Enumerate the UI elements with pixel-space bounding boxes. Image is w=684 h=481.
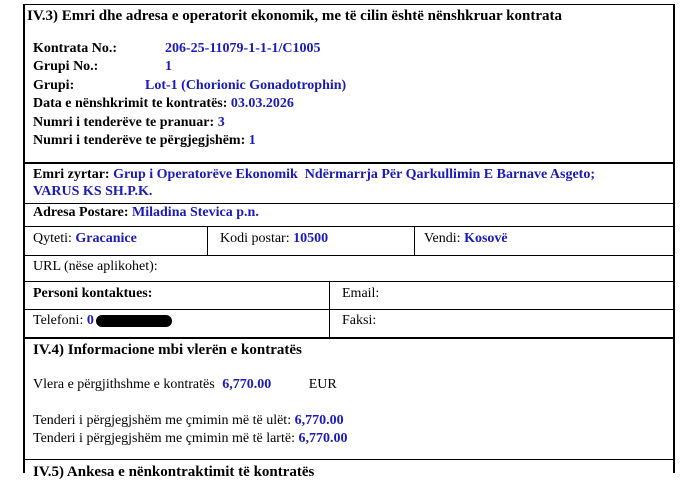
fax-label: Faksi: [342, 313, 377, 328]
group-no-label: Grupi No.: [33, 59, 99, 74]
postal-code-value: 10500 [293, 231, 329, 246]
postal-code-label: Kodi postar: [220, 231, 290, 246]
sign-date-value: 03.03.2026 [230, 96, 294, 111]
frame-right-border [673, 4, 675, 473]
lowest-price-value: 6,770.00 [294, 413, 344, 428]
section-iv3-title: IV.3) Emri dhe adresa e operatorit ekonomik, me të cilin është nënshkruar kontrata [27, 8, 562, 24]
section-iv5-title-partial: IV.5) Ankesa e nënkontraktimit të kontratës [33, 464, 315, 480]
rule-before-section4 [23, 337, 675, 339]
url-label: URL (nëse aplikohet): [33, 259, 158, 274]
divider-city-postal [207, 226, 208, 255]
highest-price-label: Tenderi i përgjegjshëm me çmimin më të lartë: [33, 431, 295, 446]
country-cell [424, 231, 508, 247]
currency-label: EUR [308, 377, 337, 392]
contact-person-cell [33, 286, 152, 302]
contract-no-value: 206-25-11079-1-1-1/C1005 [165, 41, 321, 56]
highest-price-row [33, 431, 347, 447]
group-no-value: 1 [165, 59, 172, 74]
postal-address-label: Adresa Postare: [33, 205, 129, 220]
group-no-row [33, 59, 172, 75]
rule-after-address [23, 226, 675, 227]
city-value: Gracanice [75, 231, 137, 246]
city-cell [33, 231, 137, 247]
phone-cell [33, 313, 172, 329]
official-name-value: Grup i Operatorëve Ekonomik Ndërmarrja Për Qarkullimin E Barnave Asgeto; [113, 167, 595, 182]
official-name-label: Emri zyrtar: [33, 167, 110, 182]
official-name-value-line2: VARUS KS SH.P.K. [33, 184, 153, 199]
section-iv4-title: IV.4) Informacione mbi vlerën e kontratës [33, 342, 302, 358]
country-value: Kosovë [464, 231, 508, 246]
rule-after-city [23, 255, 675, 256]
highest-price-value: 6,770.00 [298, 431, 348, 446]
frame-top-border [23, 4, 675, 5]
lowest-price-row [33, 413, 344, 429]
divider-contact-email [329, 281, 330, 337]
group-label: Grupi: [33, 78, 75, 93]
redacted-phone-mark [96, 315, 172, 327]
postal-code-cell [220, 231, 328, 247]
postal-address-row [33, 205, 259, 221]
rule-after-name [23, 203, 675, 204]
phone-label: Telefoni: [33, 313, 84, 328]
responsive-tenders-value: 1 [248, 133, 256, 148]
table-top-rule [23, 162, 675, 164]
phone-value-prefix: 0 [86, 313, 94, 328]
rule-after-contact [23, 309, 675, 310]
total-value-row [33, 377, 337, 393]
tenders-received-value: 3 [217, 115, 225, 130]
sign-date-row [33, 96, 294, 112]
postal-address-value: Miladina Stevica p.n. [132, 205, 259, 220]
rule-after-url [23, 281, 675, 282]
total-value-amount: 6,770.00 [222, 377, 272, 392]
sign-date-label: Data e nënshkrimit te kontratës: [33, 96, 228, 111]
total-value-label: Vlera e përgjithshme e kontratës [33, 377, 215, 392]
divider-postal-country [414, 226, 415, 255]
city-label: Qyteti: [33, 231, 72, 246]
responsive-tenders-label: Numri i tenderëve te përgjegjshëm: [33, 133, 246, 148]
rule-before-section5 [23, 459, 675, 460]
official-name-row [33, 167, 595, 183]
country-label: Vendi: [424, 231, 461, 246]
lowest-price-label: Tenderi i përgjegjshëm me çmimin më të ulët: [33, 413, 292, 428]
tenders-received-row [33, 115, 225, 131]
tenders-received-label: Numri i tenderëve te pranuar: [33, 115, 215, 130]
email-label: Email: [342, 286, 380, 301]
responsive-tenders-row [33, 133, 256, 149]
contract-no-row [33, 41, 321, 57]
frame-left-border [23, 4, 25, 473]
contact-person-label: Personi kontaktues: [33, 286, 153, 301]
contract-no-label: Kontrata No.: [33, 41, 117, 56]
group-row [33, 78, 346, 94]
group-value: Lot-1 (Chorionic Gonadotrophin) [145, 78, 347, 93]
